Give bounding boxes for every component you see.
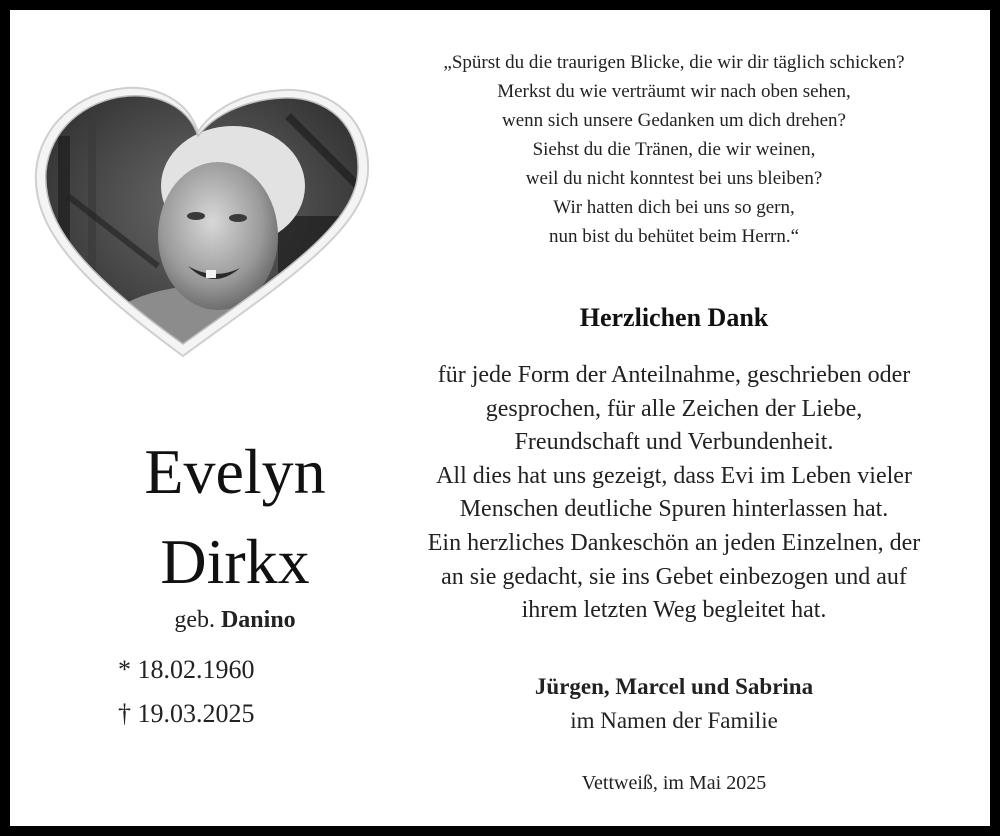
thanks-line: Freundschaft und Verbundenheit. — [514, 429, 834, 456]
thanks-line: ihrem letzten Weg begleitet hat. — [521, 597, 827, 624]
poem-line: Siehst du die Tränen, die wir weinen, — [532, 139, 816, 160]
poem-line: wenn sich unsere Gedanken um dich drehen? — [502, 110, 846, 131]
birth-date: * 18.02.1960 — [118, 655, 255, 684]
obituary-card — [10, 10, 990, 826]
thanks-line: Ein herzliches Dankeschön an jeden Einzelnen, der — [427, 529, 921, 556]
poem-line: „Spürst du die traurigen Blicke, die wir dir täglich schicken? — [443, 52, 905, 73]
thanks-line: All dies hat uns gezeigt, dass Evi im Leben vieler — [436, 462, 912, 489]
thanks-text — [372, 359, 976, 628]
signer-names: Jürgen, Marcel und Sabrina — [534, 674, 814, 699]
thanks-line: gesprochen, für alle Zeichen der Liebe, — [485, 395, 863, 422]
poem — [372, 48, 976, 251]
thanks-line: an sie gedacht, sie ins Gebet einbezogen und auf — [441, 563, 907, 590]
place-date: Vettweiß, im Mai 2025 — [581, 772, 767, 794]
thanks-heading: Herzlichen Dank — [579, 303, 769, 332]
last-name: Dirkx — [160, 526, 310, 597]
maiden-name-line — [70, 607, 400, 634]
poem-line: Wir hatten dich bei uns so gern, — [553, 197, 795, 218]
poem-line: nun bist du behütet beim Herrn.“ — [548, 226, 800, 247]
thanks-line: Menschen deutliche Spuren hinterlassen hat. — [459, 496, 889, 523]
thanks-line: für jede Form der Anteilnahme, geschrieben oder — [437, 362, 911, 388]
first-name: Evelyn — [144, 436, 326, 507]
poem-line: weil du nicht konntest bei uns bleiben? — [525, 168, 823, 189]
heart-photo — [28, 76, 378, 366]
death-date: † 19.03.2025 — [118, 699, 255, 728]
poem-line: Merkst du wie verträumt wir nach oben sehen, — [497, 81, 851, 102]
maiden-name: Danino — [220, 607, 296, 633]
born-prefix: geb. — [174, 607, 215, 633]
signer-family: im Namen der Familie — [570, 708, 778, 733]
